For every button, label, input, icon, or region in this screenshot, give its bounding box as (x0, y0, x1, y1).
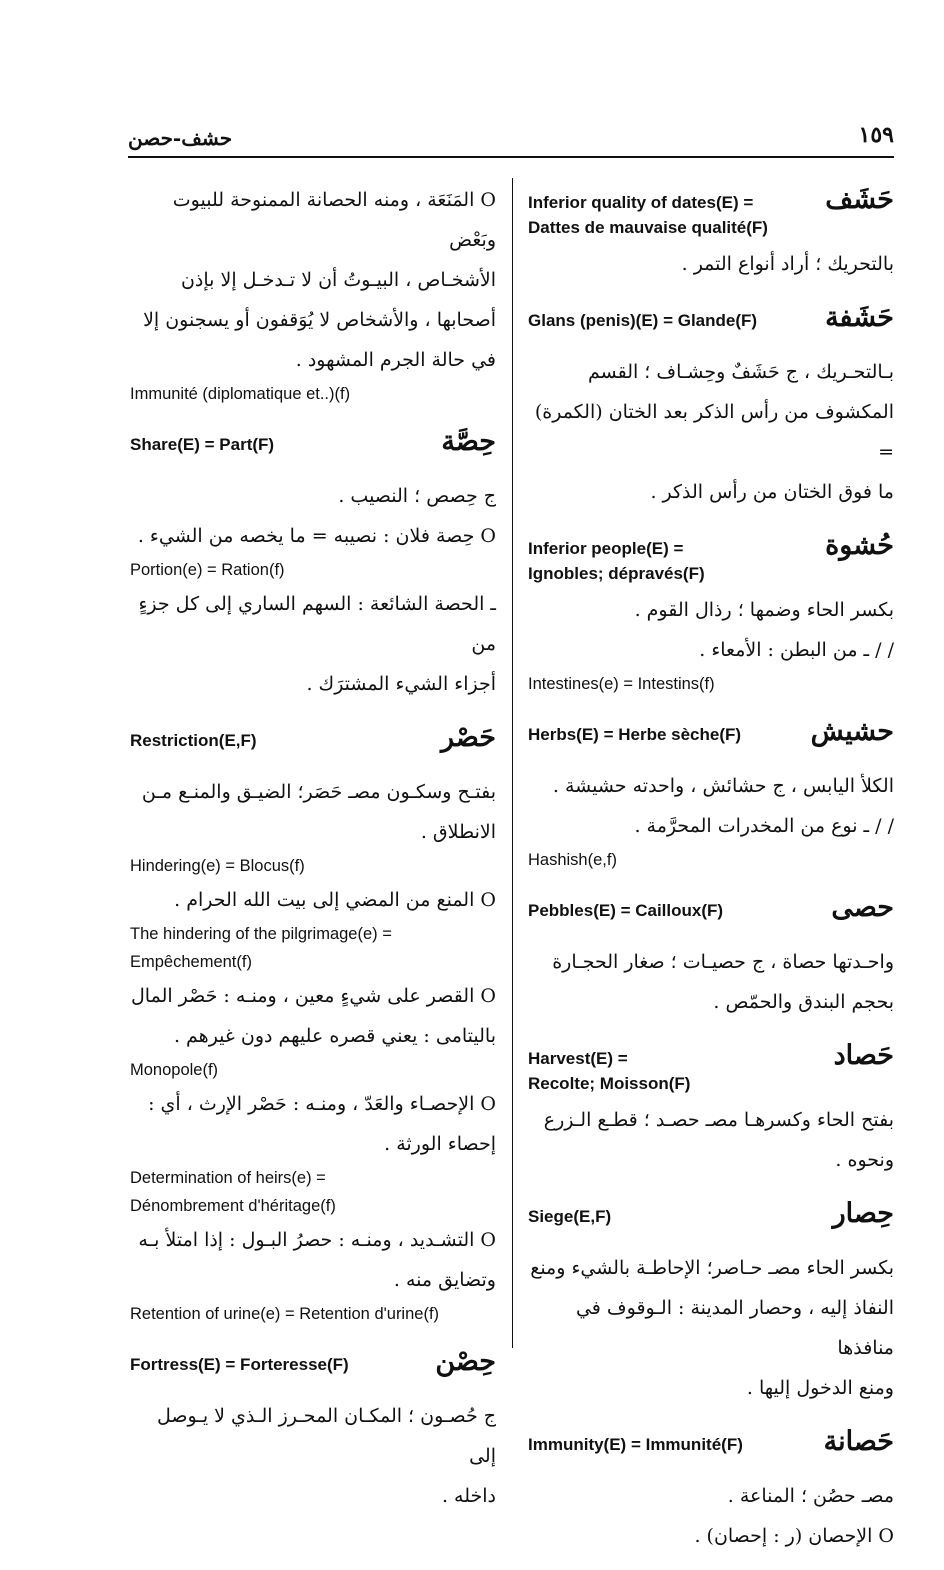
latin-translation: Intestines(e) = Intestins(f) (528, 675, 715, 693)
arabic-definition: O الإحصـاء والعَدّ ، ومنـه : حَصْر الإرث ، أي : (148, 1093, 496, 1115)
entry-heading (528, 1036, 894, 1100)
dictionary-entry (528, 298, 894, 512)
dictionary-entry (528, 1194, 894, 1408)
headword: حَشَف (825, 184, 894, 215)
entry-gap (130, 1328, 496, 1342)
latin-translation: Hashish(e,f) (528, 851, 617, 869)
dictionary-entry (130, 180, 496, 408)
entry-translation (130, 432, 274, 457)
dictionary-entry (130, 1342, 496, 1516)
dictionary-entry (528, 1422, 894, 1556)
arabic-definition: ج حِصص ؛ النصيب . (338, 485, 496, 507)
arabic-definition: ما فوق الختان من رأس الذكر . (650, 481, 894, 503)
latin-translation: Hindering(e) = Blocus(f) (130, 857, 305, 875)
arabic-definition: الأشخـاص ، البيـوتُ أن لا تـدخـل إلا بإذن (180, 269, 496, 291)
header-rule (128, 156, 894, 158)
entry-gap (528, 512, 894, 526)
arabic-definition: وتضايق منه . (393, 1269, 496, 1291)
entry-gap (528, 874, 894, 888)
entry-gap (130, 1516, 496, 1530)
running-head: حشف-حصن (128, 126, 233, 150)
entry-heading (528, 888, 894, 942)
translation-line: Glans (penis)(E) = Glande(F) (528, 311, 758, 330)
latin-translation: The hindering of the pilgrimage(e) = (130, 925, 392, 943)
arabic-definition: باليتامى : يعني قصره عليهم دون غيرهم . (173, 1025, 496, 1047)
arabic-definition: O التشـديد ، ومنـه : حصرُ البـول : إذا امتلأ بـه (138, 1229, 496, 1251)
arabic-definition: O القصر على شيءٍ معين ، ومنـه : حَصْر المال (131, 985, 496, 1007)
dictionary-entry (528, 526, 894, 698)
arabic-definition: واحـدتها حصاة ، ج حصيـات ؛ صغار الحجـارة (552, 951, 894, 973)
headword: حِصْن (435, 1346, 496, 1377)
column-divider (512, 178, 513, 1348)
arabic-definition: أجزاء الشيء المشترَك . (306, 673, 496, 695)
entry-heading (528, 1194, 894, 1248)
entry-heading (528, 712, 894, 766)
entry-translation (528, 1046, 690, 1096)
page-header (128, 118, 894, 158)
entry-heading (130, 718, 496, 772)
arabic-definition: بـالتحـريك ، ج حَشَفٌ وحِشـاف ؛ القسم (587, 361, 894, 383)
translation-line: Inferior quality of dates(E) = (528, 193, 754, 212)
entry-gap (130, 704, 496, 718)
entry-translation (528, 1204, 611, 1229)
arabic-definition: ونحوه . (835, 1149, 894, 1171)
latin-translation: Portion(e) = Ration(f) (130, 561, 285, 579)
left-column (130, 180, 496, 1530)
headword: حصى (831, 892, 894, 923)
translation-line: Herbs(E) = Herbe sèche(F) (528, 725, 742, 744)
dictionary-entry (528, 888, 894, 1022)
entry-heading (130, 422, 496, 476)
entry-gap (130, 408, 496, 422)
translation-line: Fortress(E) = Forteresse(F) (130, 1355, 349, 1374)
translation-line: Immunity(E) = Immunité(F) (528, 1435, 743, 1454)
arabic-definition: المكشوف من رأس الذكر بعد الختان (الكمرة) = (534, 401, 894, 463)
translation-line: Share(E) = Part(F) (130, 435, 275, 454)
arabic-definition: O المنع من المضي إلى بيت الله الحرام . (174, 889, 496, 911)
arabic-definition: ج حُصـون ؛ المكـان المحـرز الـذي لا يـوصل إلى (156, 1405, 496, 1467)
latin-translation: Empêchement(f) (130, 953, 252, 971)
arabic-definition: O حِصة فلان : نصيبه = ما يخصه من الشيء . (137, 525, 496, 547)
dictionary-entry (528, 1036, 894, 1180)
translation-line: Harvest(E) = (528, 1049, 628, 1068)
arabic-definition: بحجم البندق والحمّص . (713, 991, 894, 1013)
entry-translation (528, 722, 741, 747)
entry-translation (528, 898, 723, 923)
headword: حِصَّة (441, 426, 496, 457)
entry-translation (528, 308, 757, 333)
arabic-definition: النفاذ إليه ، وحصار المدينة : الـوقوف في منافذها (575, 1297, 894, 1359)
translation-line: Restriction(E,F) (130, 731, 257, 750)
entry-heading (528, 1422, 894, 1476)
entry-gap (528, 1180, 894, 1194)
entry-translation (528, 1432, 743, 1457)
translation-line: Pebbles(E) = Cailloux(F) (528, 901, 724, 920)
latin-translation: Immunité (diplomatique et..)(f) (130, 385, 351, 403)
entry-gap (528, 284, 894, 298)
latin-translation: Monopole(f) (130, 1061, 219, 1079)
headword: حَصْر (440, 722, 496, 753)
translation-line: Inferior people(E) = (528, 539, 684, 558)
arabic-definition: ـ الحصة الشائعة : السهم الساري إلى كل جزءٍ من (138, 593, 496, 655)
headword: حِصار (832, 1198, 894, 1229)
entry-heading (528, 298, 894, 352)
arabic-definition: داخله . (441, 1485, 496, 1507)
entry-gap (528, 698, 894, 712)
translation-line: Ignobles; dépravés(F) (528, 564, 705, 583)
arabic-definition: مصـ حصُن ؛ المناعة . (727, 1485, 894, 1507)
arabic-definition: بكسر الحاء وضمها ؛ رذال القوم . (634, 599, 894, 621)
headword: حشيش (810, 716, 894, 747)
arabic-definition: في حالة الجرم المشهود . (295, 349, 496, 371)
right-column (528, 180, 894, 1570)
entry-gap (528, 1408, 894, 1422)
translation-line: Dattes de mauvaise qualité(F) (528, 218, 768, 237)
translation-line: Recolte; Moisson(F) (528, 1074, 691, 1093)
entry-translation (528, 190, 768, 240)
arabic-definition: ومنع الدخول إليها . (746, 1377, 894, 1399)
arabic-definition: / / ـ من البطن : الأمعاء . (699, 639, 894, 661)
dictionary-entry (528, 180, 894, 284)
headword: حَصانة (823, 1426, 894, 1457)
latin-translation: Dénombrement d'héritage(f) (130, 1197, 336, 1215)
entry-heading (528, 526, 894, 590)
entry-gap (528, 1022, 894, 1036)
headword: حَشَفة (825, 302, 894, 333)
dictionary-entry (130, 718, 496, 1328)
entry-translation (528, 536, 705, 586)
headword: حَصاد (833, 1040, 894, 1071)
dictionary-entry (130, 422, 496, 704)
page-number: ١٥٩ (858, 122, 894, 148)
arabic-definition: O المَنَعَة ، ومنه الحصانة الممنوحة للبيوت وبَعْض (172, 189, 496, 251)
arabic-definition: / / ـ نوع من المخدرات المحرَّمة . (634, 815, 894, 837)
entry-translation (130, 1352, 349, 1377)
entry-gap (528, 1556, 894, 1570)
entry-translation (130, 728, 257, 753)
entry-heading (130, 1342, 496, 1396)
arabic-definition: الكلأ اليابس ، ج حشائش ، واحدته حشيشة . (552, 775, 894, 797)
dictionary-entry (528, 712, 894, 874)
arabic-definition: الانطلاق . (420, 821, 496, 843)
arabic-definition: بالتحريك ؛ أراد أنواع التمر . (681, 253, 894, 275)
latin-translation: Determination of heirs(e) = (130, 1169, 326, 1187)
arabic-definition: بفتـح وسكـون مصـ حَصَر؛ الضيـق والمنـع مـن (141, 781, 496, 803)
latin-translation: Retention of urine(e) = Retention d'urine(f) (130, 1305, 440, 1323)
arabic-definition: أصحابها ، والأشخاص لا يُوَقفون أو يسجنون إلا (143, 309, 496, 331)
arabic-definition: بكسر الحاء مصـ حـاصر؛ الإحاطـة بالشيء ومنع (530, 1257, 894, 1279)
arabic-definition: بفتح الحاء وكسرهـا مصـ حصـد ؛ قطـع الـزرع (543, 1109, 894, 1131)
headword: حُشوة (825, 530, 894, 561)
entry-heading (528, 180, 894, 244)
arabic-definition: إحصاء الورثة . (384, 1133, 496, 1155)
arabic-definition: O الإحصان (ر : إحصان) . (694, 1525, 894, 1547)
translation-line: Siege(E,F) (528, 1207, 612, 1226)
